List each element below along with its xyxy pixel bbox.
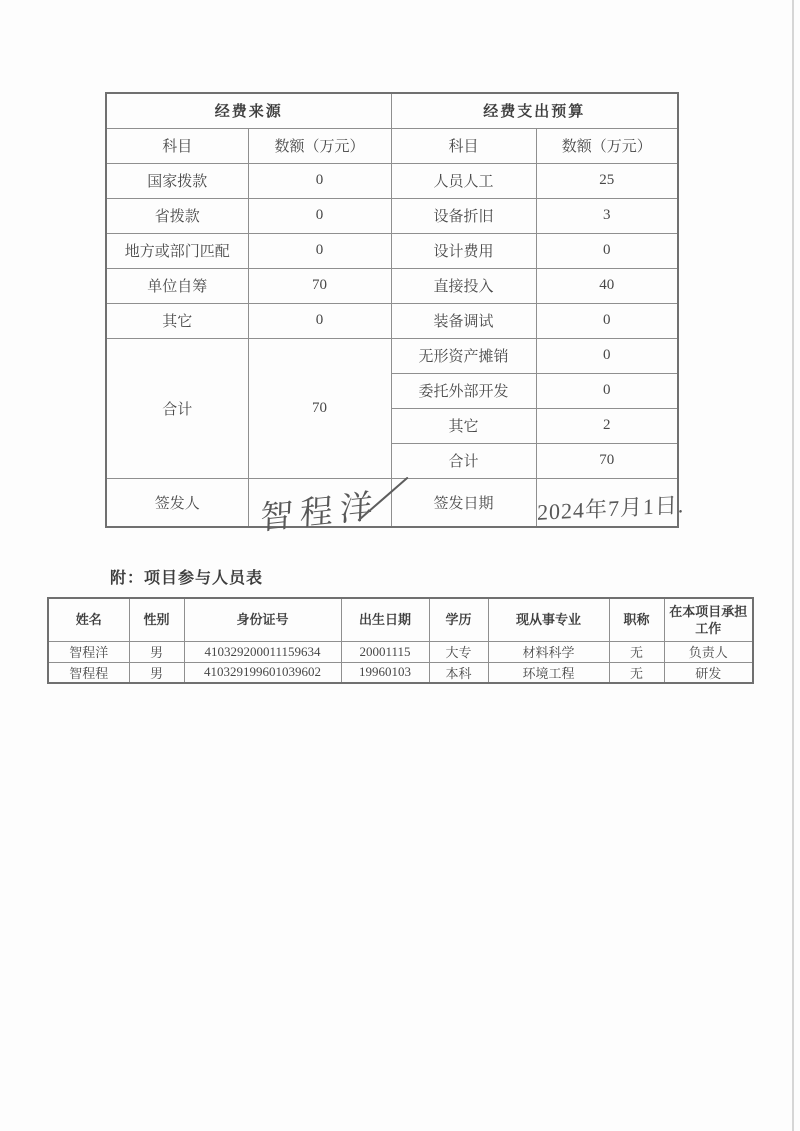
table-cell: 其它 <box>391 408 536 443</box>
table-cell: 本科 <box>429 662 488 683</box>
table-cell: 0 <box>248 198 391 233</box>
table-cell: 地方或部门匹配 <box>106 233 248 268</box>
column-header-subject: 科目 <box>106 128 248 163</box>
table-cell: 0 <box>536 373 678 408</box>
table-cell: 智程程 <box>48 662 129 683</box>
table-cell: 410329199601039602 <box>184 662 341 683</box>
table-cell: 40 <box>536 268 678 303</box>
table-cell: 单位自筹 <box>106 268 248 303</box>
table-cell: 无 <box>609 662 664 683</box>
source-total-label: 合计 <box>106 338 248 478</box>
expense-total-label: 合计 <box>391 443 536 478</box>
column-header-subject: 科目 <box>391 128 536 163</box>
table-row <box>48 641 753 662</box>
table-cell: 410329200011159634 <box>184 641 341 662</box>
table-cell: 3 <box>536 198 678 233</box>
table-cell: 25 <box>536 163 678 198</box>
table-cell: 省拨款 <box>106 198 248 233</box>
table-cell: 无形资产摊销 <box>391 338 536 373</box>
table-cell: 0 <box>248 303 391 338</box>
table-cell: 研发 <box>664 662 753 683</box>
table-cell: 19960103 <box>341 662 429 683</box>
table-cell: 设备折旧 <box>391 198 536 233</box>
table-cell: 0 <box>248 233 391 268</box>
personnel-header-education: 学历 <box>429 598 488 641</box>
table-cell: 国家拨款 <box>106 163 248 198</box>
personnel-header-title: 职称 <box>609 598 664 641</box>
table-cell: 智程洋 <box>48 641 129 662</box>
table-cell: 20001115 <box>341 641 429 662</box>
table-cell: 0 <box>536 303 678 338</box>
table-cell: 无 <box>609 641 664 662</box>
issuer-label: 签发人 <box>106 478 248 527</box>
funding-source-header: 经费来源 <box>106 93 391 128</box>
page-edge-line <box>792 0 794 1131</box>
personnel-header-id-number: 身份证号 <box>184 598 341 641</box>
table-row <box>48 662 753 683</box>
issue-date-label: 签发日期 <box>391 478 536 527</box>
table-cell: 0 <box>536 233 678 268</box>
personnel-header-profession: 现从事专业 <box>488 598 609 641</box>
personnel-header-project-role: 在本项目承担工作 <box>664 598 753 641</box>
table-cell: 装备调试 <box>391 303 536 338</box>
personnel-header-name: 姓名 <box>48 598 129 641</box>
issuer-signature-cell <box>248 478 391 537</box>
table-cell: 设计费用 <box>391 233 536 268</box>
date-handwriting: 2024年7月1日. <box>536 491 685 525</box>
table-cell: 其它 <box>106 303 248 338</box>
column-header-amount: 数额（万元） <box>248 128 391 163</box>
table-cell: 直接投入 <box>391 268 536 303</box>
table-cell: 0 <box>536 338 678 373</box>
table-cell: 2 <box>536 408 678 443</box>
expense-total-amount: 70 <box>536 443 678 478</box>
table-cell: 人员人工 <box>391 163 536 198</box>
table-cell: 负责人 <box>664 641 753 662</box>
personnel-table <box>47 597 754 684</box>
personnel-header-gender: 性别 <box>129 598 184 641</box>
signature-handwriting: 智程洋 <box>259 488 380 537</box>
table-cell: 材料科学 <box>488 641 609 662</box>
column-header-amount: 数额（万元） <box>536 128 678 163</box>
table-cell: 男 <box>129 641 184 662</box>
table-cell: 0 <box>248 163 391 198</box>
issue-date-cell <box>536 478 685 527</box>
table-cell: 大专 <box>429 641 488 662</box>
funding-table <box>105 92 685 537</box>
table-cell: 环境工程 <box>488 662 609 683</box>
table-cell: 70 <box>248 268 391 303</box>
attachment-heading: 附：项目参与人员表 <box>110 570 264 587</box>
expenditure-budget-header: 经费支出预算 <box>391 93 678 128</box>
personnel-header-birth-date: 出生日期 <box>341 598 429 641</box>
table-cell: 委托外部开发 <box>391 373 536 408</box>
table-cell: 男 <box>129 662 184 683</box>
source-total-amount: 70 <box>248 338 391 478</box>
